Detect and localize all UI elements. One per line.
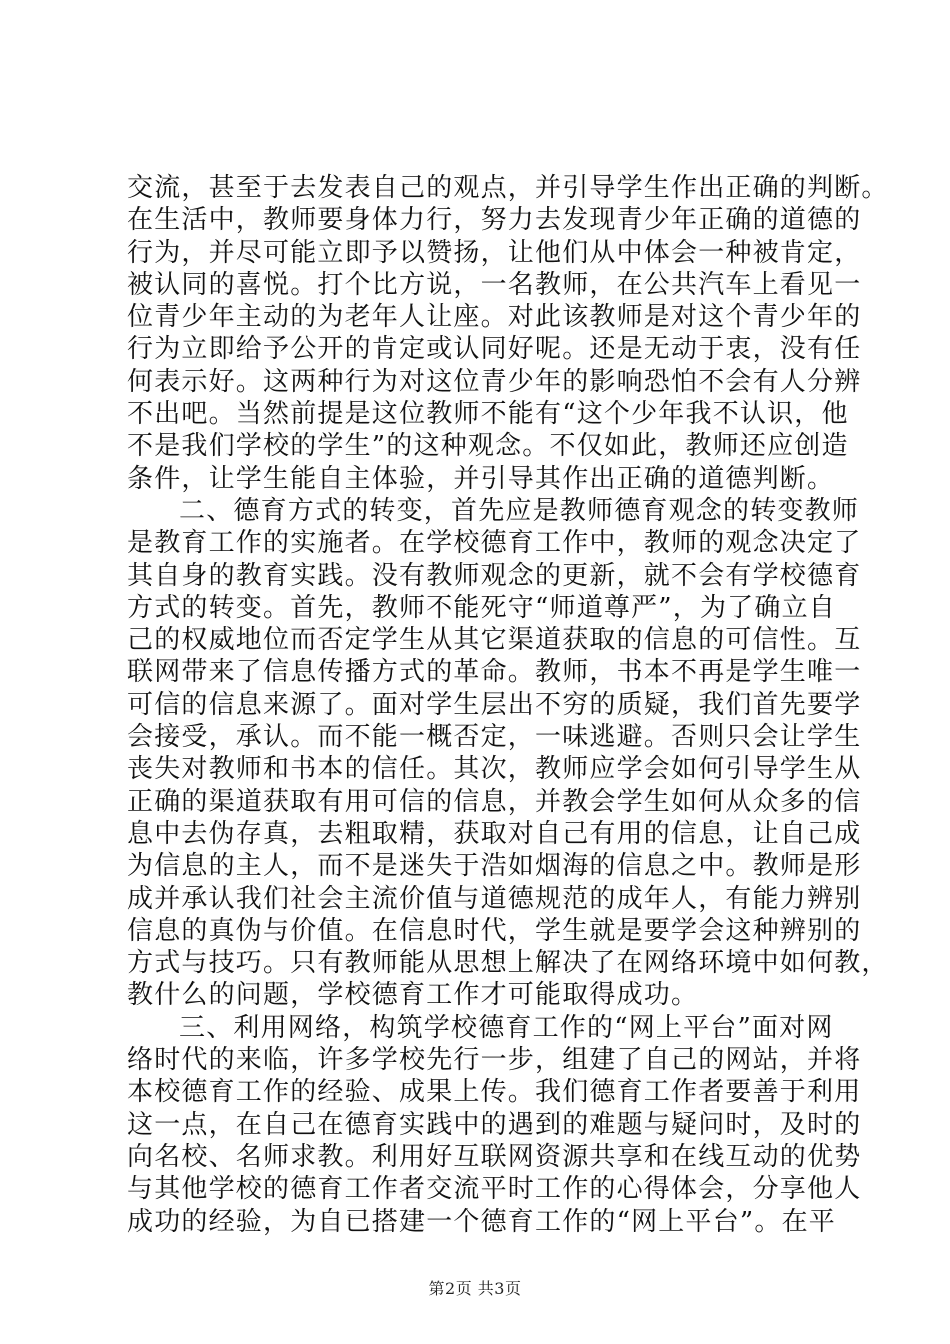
text-line: 成并承认我们社会主流价值与道德规范的成年人，有能力辨别 (127, 883, 862, 914)
text-line: 被认同的喜悦。打个比方说，一名教师，在公共汽车上看见一 (127, 269, 862, 300)
text-line: 与其他学校的德育工作者交流平时工作的心得体会，分享他人 (127, 1174, 862, 1205)
text-line: 不出吧。当然前提是这位教师不能有“这个少年我不认识，他 (127, 399, 849, 430)
text-line: 交流，甚至于去发表自己的观点，并引导学生作出正确的判断。 (127, 173, 889, 203)
page-footer: 第2页 共3页 (428, 1279, 522, 1298)
text-line: 己的权威地位而否定学生从其它渠道获取的信息的可信性。互 (127, 625, 862, 656)
text-line: 行为立即给予公开的肯定或认同好呢。还是无动于衷，没有任 (127, 334, 862, 365)
text-line: 本校德育工作的经验、成果上传。我们德育工作者要善于利用 (127, 1077, 862, 1108)
text-line: 信息的真伪与价值。在信息时代，学生就是要学会这种辨别的 (127, 915, 862, 946)
text-line: 行为，并尽可能立即予以赞扬，让他们从中体会一种被肯定， (127, 237, 862, 268)
text-line: 位青少年主动的为老年人让座。对此该教师是对这个青少年的 (127, 302, 862, 333)
text-line: 息中去伪存真，去粗取精，获取对自己有用的信息，让自己成 (127, 818, 862, 849)
text-line: 方式的转变。首先，教师不能死守“师道尊严”，为了确立自 (127, 592, 836, 623)
text-line: 联网带来了信息传播方式的革命。教师，书本不再是学生唯一 (127, 657, 862, 688)
text-line: 教什么的问题，学校德育工作才可能取得成功。 (127, 980, 699, 1011)
text-line: 为信息的主人，而不是迷失于浩如烟海的信息之中。教师是形 (127, 851, 862, 882)
text-line: 正确的渠道获取有用可信的信息，并教会学生如何从众多的信 (127, 786, 862, 817)
text-line: 方式与技巧。只有教师能从思想上解决了在网络环境中如何教， (127, 948, 889, 979)
text-line: 络时代的来临，许多学校先行一步，组建了自己的网站，并将 (127, 1045, 862, 1076)
text-line: 是教育工作的实施者。在学校德育工作中，教师的观念决定了 (127, 528, 862, 559)
text-line: 这一点，在自己在德育实践中的遇到的难题与疑问时，及时的 (127, 1109, 862, 1140)
text-line: 不是我们学校的学生”的这种观念。不仅如此，教师还应创造 (127, 431, 849, 462)
text-line: 条件，让学生能自主体验，并引导其作出正确的道德判断。 (127, 463, 835, 494)
body-text (127, 172, 889, 1238)
text-line: 可信的信息来源了。面对学生层出不穷的质疑，我们首先要学 (127, 689, 862, 720)
text-line: 何表示好。这两种行为对这位青少年的影响恐怕不会有人分辨 (127, 366, 862, 397)
text-line: 丧失对教师和书本的信任。其次，教师应学会如何引导学生从 (127, 754, 862, 785)
text-line: 向名校、名师求教。利用好互联网资源共享和在线互动的优势 (127, 1141, 862, 1172)
paragraph-start-line: 二、德育方式的转变，首先应是教师德育观念的转变教师 (179, 495, 860, 526)
text-line: 成功的经验，为自已搭建一个德育工作的“网上平台”。在平 (127, 1206, 836, 1237)
text-line: 会接受，承认。而不能一概否定，一味逃避。否则只会让学生 (127, 722, 862, 753)
text-line: 在生活中，教师要身体力行，努力去发现青少年正确的道德的 (127, 205, 862, 236)
text-line: 其自身的教育实践。没有教师观念的更新，就不会有学校德育 (127, 560, 862, 591)
paragraph-start-line: 三、利用网络，构筑学校德育工作的“网上平台”面对网 (179, 1012, 834, 1043)
